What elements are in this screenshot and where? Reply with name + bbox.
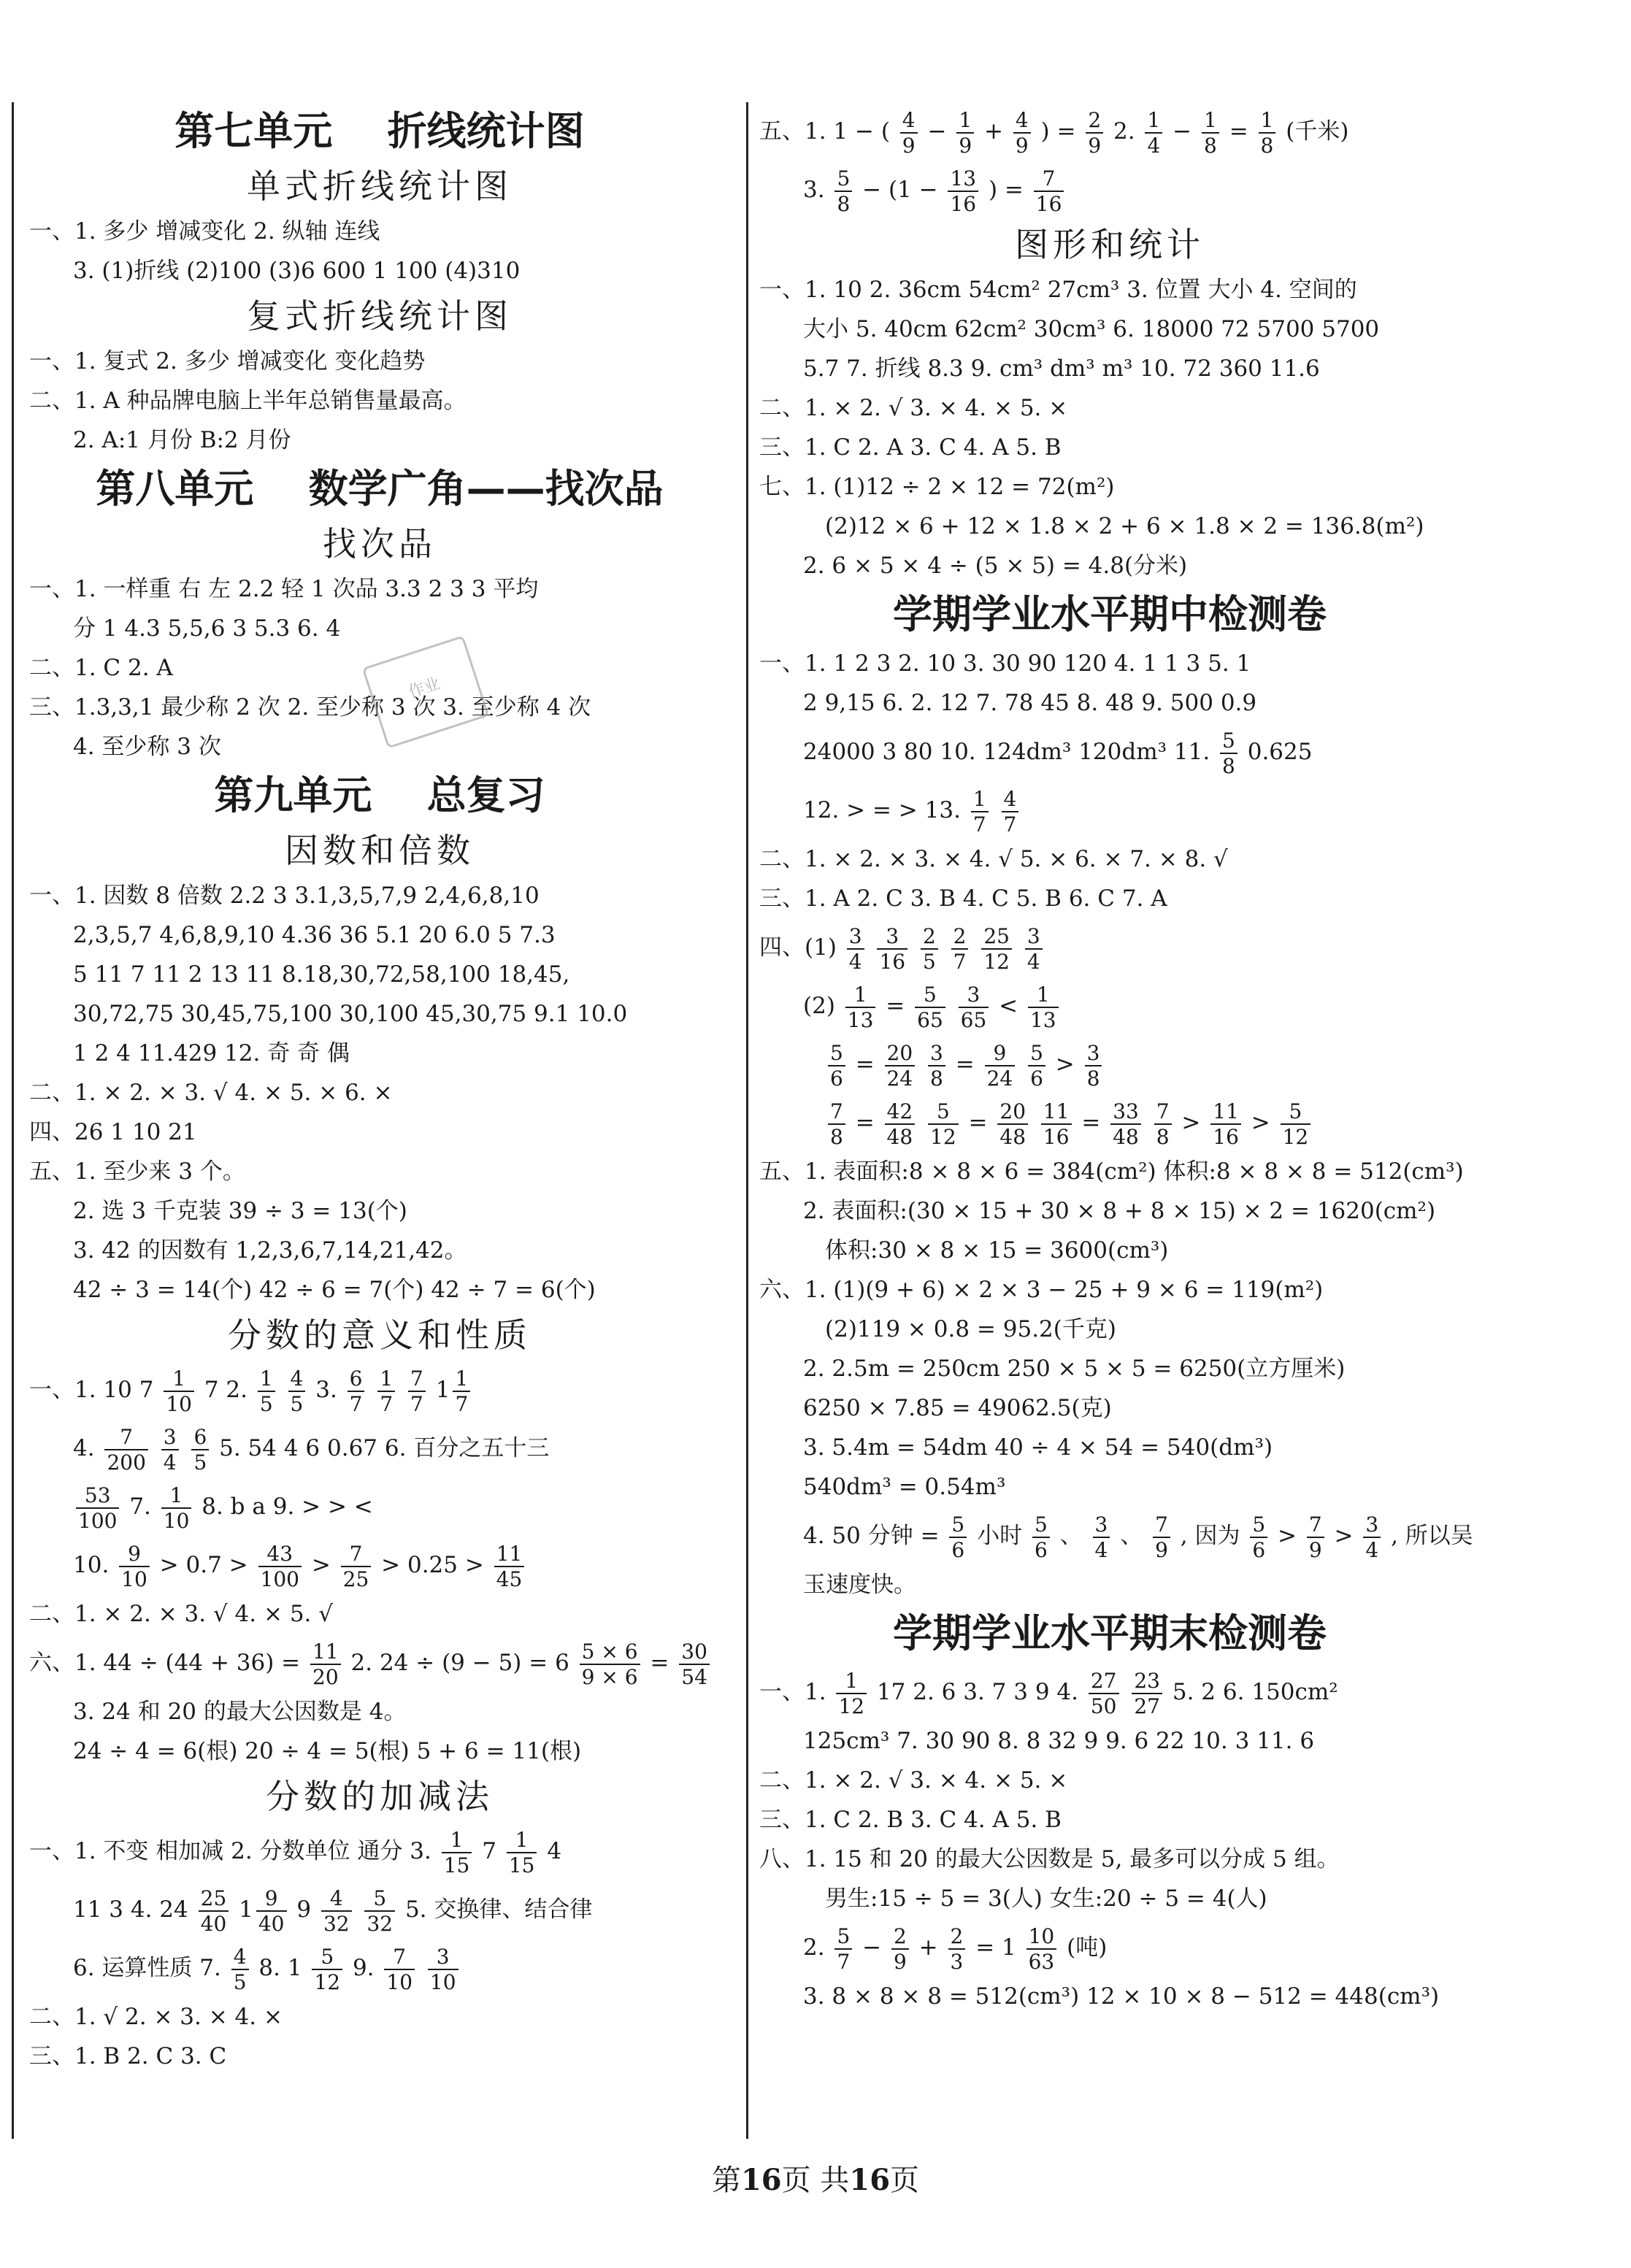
fraction: $\frac{53}{100}$ [76,1483,119,1533]
answer-line [759,1663,1460,1721]
answer-line: 3. 8 × 8 × 8 = 512(cm³) 12 × 10 × 8 − 512 = 448(cm³) [803,1983,1440,2010]
fraction: $\frac{3}{4}$ [847,924,864,974]
fraction: $\frac{1}{10}$ [164,1366,194,1416]
text: 12. > = > 13. [803,797,961,823]
answer-line: 3. $\frac{5}{8}$ − (1 − $\frac{13}{16}$ ) = $\frac{7}{16}$ [759,161,1460,219]
answer-line: 二、1. C 2. A [29,655,173,681]
answer-line: 二、1. × 2. × 3. × 4. √ 5. × 6. × 7. × 8. √ [759,846,1228,872]
text: 小时 [977,1523,1023,1549]
fraction: $\frac{3}{4}$ [1025,924,1043,974]
answer-line: 2. 2.5m = 250cm 250 × 5 × 5 = 6250(立方厘米) [803,1356,1346,1382]
answer-line: 二、1. × 2. × 3. √ 4. × 5. × 6. × [29,1080,393,1106]
answer-line: 一、1. 1 2 3 2. 10 3. 30 90 120 4. 1 1 3 5. 1 [759,650,1251,677]
text: 7. [129,1494,151,1520]
answer-line: 30,72,75 30,45,75,100 30,100 45,30,75 9.1 10.0 [73,1001,628,1027]
shapes-statistics-heading: 图形和统计 [1015,225,1205,264]
fraction: $\frac{7}{8}$ [1154,1099,1172,1149]
answer-line: 大小 5. 40cm 62cm² 30cm³ 6. 18000 72 5700 5700 [803,316,1380,342]
fraction: $\frac{4}{5}$ [288,1366,306,1416]
fraction: $\frac{20}{24}$ [885,1041,916,1091]
fraction: $\frac{7}{9}$ [1153,1512,1170,1562]
fraction: $\frac{4}{7}$ [1002,787,1019,837]
text: 8. 1 [258,1955,302,1981]
answer-line [759,781,1460,839]
fraction: $\frac{3}{16}$ [877,924,907,974]
answer-line: 一、1. 10 7 $\frac{1}{10}$ 7 2. $\frac{1}{5}$ $\frac{4}{5}$ 3. $\frac{6}{7}$ $\frac{1}{7}$ $\frac{7}{7}$ 1 $\frac{1}{7}$ [29,1361,730,1419]
fraction: $\frac{3}{4}$ [1093,1512,1110,1562]
text: 9. [352,1955,375,1981]
answer-line: 2 9,15 6. 2. 12 7. 78 45 8. 48 9. 500 0.9 [803,690,1257,716]
answer-line: 一、1. 复式 2. 多少 增减变化 变化趋势 [29,348,426,374]
answer-line: $\frac{7}{8}$ = $\frac{42}{48}$ $\frac{5}{12}$ = $\frac{20}{48}$ $\frac{11}{16}$ = $\frac{33}{48}$ $\frac{7}{8}$ > $\frac{11}{16}$ > $\frac{5}{12}$ [759,1093,1460,1152]
fraction: $\frac{11}{16}$ [1041,1099,1072,1149]
unit9-title: 第九单元 总复习 [214,772,545,818]
fraction: $\frac{5}{6}$ [949,1512,967,1562]
fraction: $\frac{1}{15}$ [442,1828,472,1877]
fraction: $\frac{7}{7}$ [408,1366,426,1416]
answer-line: 分 1 4.3 5,5,6 3 5.3 6. 4 [73,615,341,642]
answer-line: 540dm³ = 0.54m³ [803,1474,1006,1500]
fraction: $\frac{25}{40}$ [199,1886,229,1936]
final-exam-title: 学期学业水平期末检测卷 [893,1610,1327,1656]
text: 24000 3 80 10. 124dm³ 120dm³ 11. [803,739,1210,765]
text: , 所以吴 [1391,1523,1473,1549]
answer-line: 2. A:1 月份 B:2 月份 [73,427,291,453]
fraction: $\frac{27}{50}$ [1089,1669,1119,1718]
fraction: $\frac{3}{4}$ [1363,1512,1381,1562]
fraction: $\frac{1}{13}$ [845,983,876,1032]
answer-line: 125cm³ 7. 30 90 8. 8 32 9 9. 6 22 10. 3 11. 6 [803,1728,1315,1754]
fraction-add-sub-heading: 分数的加减法 [266,1777,494,1816]
footer-text: 第 [711,2164,741,2197]
unit8-title: 第八单元 数学广角——找次品 [96,466,664,512]
text: 5. 54 4 6 0.67 6. 百分之五十三 [219,1435,550,1461]
fraction: $\frac{1}{8}$ [1259,108,1276,158]
text: 一、1. 不变 相加减 2. 分数单位 通分 3. [29,1838,431,1864]
fraction: $\frac{5}{7}$ [834,1924,852,1974]
fraction: $\frac{6}{7}$ [348,1366,365,1416]
total-pages: 16 [849,2163,891,2197]
fraction: $\frac{9}{10}$ [119,1542,150,1591]
fraction: $\frac{30}{54}$ [679,1640,710,1689]
answer-line: 3. 24 和 20 的最大公因数是 4。 [73,1699,407,1725]
find-defective-heading: 找次品 [323,524,437,564]
fraction: $\frac{4}{9}$ [900,108,918,158]
fraction: $\frac{1}{7}$ [377,1366,395,1416]
text: 10. [73,1552,110,1578]
text: 17 2. 6 3. 7 3 9 4. [876,1679,1078,1705]
text: 7 2. [204,1377,247,1403]
answer-line: 3. (1)折线 (2)100 (3)6 600 1 100 (4)310 [73,258,521,284]
answer-line: 一、1. 因数 8 倍数 2.2 3 3.1,3,5,7,9 2,4,6,8,10 [29,883,540,909]
text: 2. [803,1934,825,1961]
answer-line: 五、1. 表面积:8 × 8 × 6 = 384(cm²) 体积:8 × 8 × 8 = 512(cm³) [759,1158,1464,1185]
answer-line: 42 ÷ 3 = 14(个) 42 ÷ 6 = 7(个) 42 ÷ 7 = 6(个) [73,1277,596,1303]
left-border [12,102,14,2139]
fraction: $\frac{43}{100}$ [258,1542,302,1591]
answer-line: 三、1. A 2. C 3. B 4. C 5. B 6. C 7. A [759,885,1167,912]
fraction: $\frac{5}{6}$ [828,1041,845,1091]
fraction: $\frac{1}{13}$ [1028,983,1059,1032]
answer-line: 2,3,5,7 4,6,8,9,10 4.36 36 5.1 20 6.0 5 7.3 [73,922,556,948]
answer-line: 六、1. (1)(9 + 6) × 2 × 3 − 25 + 9 × 6 = 119(m²) [759,1277,1324,1303]
answer-line: 二、1. × 2. × 3. √ 4. × 5. √ [29,1601,334,1627]
text: 0.625 [1247,739,1313,765]
fraction: $\frac{7}{9}$ [1307,1512,1324,1562]
text: > 0.25 > [381,1552,484,1578]
fraction: $\frac{2}{9}$ [891,1924,909,1974]
fraction: $\frac{5}{32}$ [364,1886,395,1936]
fraction: $\frac{23}{27}$ [1132,1669,1162,1718]
fraction: $\frac{5 \times 6}{9 \times 6}$ [580,1640,640,1689]
fraction: $\frac{5}{8}$ [834,166,852,216]
answer-line: 2. 表面积:(30 × 15 + 30 × 8 + 8 × 15) × 2 = 1620(cm²) [803,1198,1436,1224]
fraction: $\frac{1}{7}$ [971,787,989,837]
answer-line: 一、1. 10 2. 36cm 54cm² 27cm³ 3. 位置 大小 4. 空间的 [759,277,1357,303]
fraction: $\frac{1}{10}$ [161,1483,192,1533]
answer-line: 2. 选 3 千克装 39 ÷ 3 = 13(个) [73,1198,407,1224]
factors-multiples-heading: 因数和倍数 [285,831,475,870]
text: 4. 50 分钟 = [803,1523,940,1549]
fraction: $\frac{10}{63}$ [1026,1924,1057,1974]
text: 3. [803,177,825,203]
fraction: $\frac{3}{65}$ [959,983,989,1032]
fraction: $\frac{1}{7}$ [453,1366,470,1416]
text: 5. 2 6. 150cm² [1172,1679,1338,1705]
fraction: $\frac{5}{6}$ [1028,1041,1045,1091]
homework-stamp: 作业 [362,635,490,748]
fraction-meaning-heading: 分数的意义和性质 [228,1315,531,1355]
answer-line: 24 ÷ 4 = 6(根) 20 ÷ 4 = 5(根) 5 + 6 = 11(根) [73,1738,582,1764]
fraction: $\frac{1}{15}$ [507,1828,537,1877]
answer-line: 2. $\frac{5}{7}$ − $\frac{2}{9}$ + $\frac{2}{3}$ = 1 $\frac{10}{63}$ (吨) [803,1923,1108,1974]
text: 2. [1113,118,1135,145]
fraction: $\frac{4}{32}$ [321,1886,352,1936]
text: (吨) [1067,1934,1108,1961]
answer-line: 5.7 7. 折线 8.3 9. cm³ dm³ m³ 10. 72 360 11.6 [803,355,1320,382]
fraction: $\frac{42}{48}$ [885,1099,916,1149]
answer-line: (2)119 × 0.8 = 95.2(千克) [825,1316,1116,1342]
text: > 0.7 > [159,1552,248,1578]
answer-line [759,723,1460,781]
column-divider [746,102,748,2139]
fraction: $\frac{5}{65}$ [915,983,945,1032]
footer-text: 页 共 [781,2164,850,2197]
text: 6. 运算性质 7. [73,1955,221,1981]
answer-line: 3. 42 的因数有 1,2,3,6,7,14,21,42。 [73,1237,467,1264]
fraction: $\frac{33}{48}$ [1110,1099,1141,1149]
text: 3. [315,1377,337,1403]
fraction: $\frac{11}{16}$ [1210,1099,1241,1149]
fraction: $\frac{2}{5}$ [921,924,938,974]
answer-line: 4. 至少称 3 次 [73,734,221,760]
text: (千米) [1286,118,1349,145]
fraction: $\frac{9}{24}$ [985,1041,1016,1091]
text: 5. 交换律、结合律 [404,1896,593,1923]
compound-line-chart-heading: 复式折线统计图 [247,296,513,336]
fraction: $\frac{2}{3}$ [948,1924,966,1974]
fraction: $\frac{13}{16}$ [948,166,978,216]
text: (2) [803,993,835,1019]
fraction: $\frac{5}{6}$ [1032,1512,1050,1562]
fraction: $\frac{1}{8}$ [1202,108,1219,158]
answer-line: 2. 6 × 5 × 4 ÷ (5 × 5) = 4.8(分米) [803,553,1188,579]
answer-line: 二、1. × 2. √ 3. × 4. × 5. × [759,1767,1068,1794]
answer-line: 4. 50 分钟 = $\frac{5}{6}$ 小时 $\frac{5}{6}$ 、 $\frac{3}{4}$ 、 $\frac{7}{9}$ , 因为 $\frac{5}{6}$ > $\frac{7}{9}$ > $\frac{3}{4}$ , 所以吴 [803,1512,1473,1562]
fraction: $\frac{5}{12}$ [312,1945,342,1994]
footer-text: 页 [890,2164,920,2197]
answer-line: 二、1. × 2. √ 3. × 4. × 5. × [759,395,1068,421]
left-column [29,102,730,2076]
answer-line [29,1477,730,1536]
answer-line: 男生:15 ÷ 5 = 3(人) 女生:20 ÷ 5 = 4(人) [825,1885,1267,1912]
answer-line: 玉速度快。 [803,1572,916,1598]
fraction: $\frac{3}{8}$ [1085,1041,1102,1091]
answer-line: 四、26 1 10 21 [29,1119,197,1145]
text: 四、(1) [759,934,837,961]
answer-line: 一、1. 不变 相加减 2. 分数单位 通分 3. $\frac{1}{15}$ 7 $\frac{1}{15}$ 4 [29,1827,562,1877]
fraction: $\frac{1}{9}$ [956,108,974,158]
text: 一、1. [759,1679,826,1705]
fraction: $\frac{6}{5}$ [191,1425,209,1475]
answer-line: 三、1. B 2. C 3. C [29,2043,227,2069]
unit7-title: 第七单元 折线统计图 [174,108,585,154]
answer-line: (2) $\frac{1}{13}$ = $\frac{5}{65}$ $\frac{3}{65}$ < $\frac{1}{13}$ [759,977,1460,1035]
answer-line: 二、1. A 种品牌电脑上半年总销售量最高。 [29,388,467,414]
text: 、 [1059,1523,1083,1549]
text: 五、1. 1 − ( [759,118,890,145]
answer-line: 八、1. 15 和 20 的最大公因数是 5, 最多可以分成 5 组。 [759,1846,1340,1872]
fraction: $\frac{4}{5}$ [231,1945,249,1994]
text: 8. b a 9. > > < [202,1494,373,1520]
fraction: $\frac{7}{10}$ [384,1945,415,1994]
single-line-chart-heading: 单式折线统计图 [247,166,513,206]
fraction: $\frac{11}{45}$ [494,1542,525,1591]
text: , 因为 [1180,1523,1240,1549]
fraction: $\frac{7}{25}$ [341,1542,372,1591]
fraction: $\frac{2}{7}$ [951,924,969,974]
fraction: $\frac{2}{9}$ [1086,108,1103,158]
text: 一、1. 10 7 [29,1377,154,1403]
answer-line: 11 3 4. 24 $\frac{25}{40}$ 1 $\frac{9}{40}$ 9 $\frac{4}{32}$ $\frac{5}{32}$ 5. 交换律、结合律 [73,1885,593,1936]
text: 4. [73,1435,95,1461]
answer-line: 6250 × 7.85 = 49062.5(克) [803,1395,1112,1421]
fraction: $\frac{9}{40}$ [256,1886,287,1936]
page-footer [0,2157,1631,2199]
fraction: $\frac{5}{12}$ [928,1099,959,1149]
answer-line: 1 2 4 11.429 12. 奇 奇 偶 [73,1040,350,1066]
fraction: $\frac{11}{20}$ [310,1640,341,1689]
answer-line: 3. 5.4m = 54dm 40 ÷ 4 × 54 = 540(dm³) [803,1434,1273,1461]
fraction: $\frac{7}{16}$ [1034,166,1064,216]
fraction: $\frac{5}{6}$ [1250,1512,1267,1562]
midterm-title: 学期学业水平期中检测卷 [893,591,1327,637]
answer-line: 三、1. C 2. B 3. C 4. A 5. B [759,1807,1062,1833]
fraction: $\frac{1}{4}$ [1145,108,1162,158]
fraction: $\frac{7}{8}$ [828,1099,845,1149]
answer-line: 二、1. √ 2. × 3. × 4. × [29,2004,283,2030]
answer-line [29,1419,730,1477]
fraction: $\frac{3}{8}$ [928,1041,945,1091]
answer-line: 10. $\frac{9}{10}$ > 0.7 > $\frac{43}{100}$ > $\frac{7}{25}$ > 0.25 > $\frac{11}{45}$ [29,1536,730,1594]
fraction: $\frac{4}{9}$ [1013,108,1031,158]
answer-line: 体积:30 × 8 × 15 = 3600(cm³) [825,1237,1169,1264]
fraction: $\frac{5}{8}$ [1220,729,1237,778]
text: 六、1. 44 ÷ (44 + 36) = [29,1650,301,1676]
text: 2. 24 ÷ (9 − 5) = 6 [350,1650,569,1676]
answer-line [29,1939,730,1997]
fraction: $\frac{5}{12}$ [1281,1099,1311,1149]
current-page: 16 [740,2163,782,2197]
answer-line [759,918,1460,977]
answer-line: 三、1.3,3,1 最少称 2 次 2. 至少称 3 次 3. 至少称 4 次 [29,694,591,720]
right-column [759,102,1473,2016]
fraction: $\frac{3}{10}$ [428,1945,458,1994]
fraction: $\frac{7}{200}$ [104,1425,147,1475]
fraction: $\frac{20}{48}$ [997,1099,1028,1149]
text: 11 3 4. 24 [73,1896,188,1923]
fraction: $\frac{3}{4}$ [161,1425,179,1475]
answer-line: (2)12 × 6 + 12 × 1.8 × 2 + 6 × 1.8 × 2 = 136.8(m²) [825,513,1424,539]
answer-line: 七、1. (1)12 ÷ 2 × 12 = 72(m²) [759,474,1115,500]
fraction: $\frac{25}{12}$ [981,924,1012,974]
answer-line: 六、1. 44 ÷ (44 + 36) = $\frac{11}{20}$ 2. 24 ÷ (9 − 5) = 6 $\frac{5 \times 6}{9 \times 6}$ = $\frac{30}{54}$ [29,1634,730,1692]
answer-line: 5 11 7 11 2 13 11 8.18,30,72,58,100 18,45, [73,961,570,988]
answer-line: 五、1. 至少来 3 个。 [29,1158,245,1185]
fraction: $\frac{1}{12}$ [836,1669,867,1718]
answer-line: 五、1. 1 − ( $\frac{4}{9}$ − $\frac{1}{9}$ + $\frac{4}{9}$ ) = $\frac{2}{9}$ 2. $\frac{1}{4}$ − $\frac{1}{8}$ = $\frac{1}{8}$ (千米) [759,107,1349,158]
answer-line: $\frac{5}{6}$ = $\frac{20}{24}$ $\frac{3}{8}$ = $\frac{9}{24}$ $\frac{5}{6}$ > $\frac{3}{8}$ [759,1035,1460,1093]
answer-line: 一、1. 多少 增减变化 2. 纵轴 连线 [29,218,380,245]
fraction: $\frac{1}{5}$ [258,1366,275,1416]
answer-line: 一、1. 一样重 右 左 2.2 轻 1 次品 3.3 2 3 3 平均 [29,576,539,602]
answer-line: 三、1. C 2. A 3. C 4. A 5. B [759,434,1062,461]
